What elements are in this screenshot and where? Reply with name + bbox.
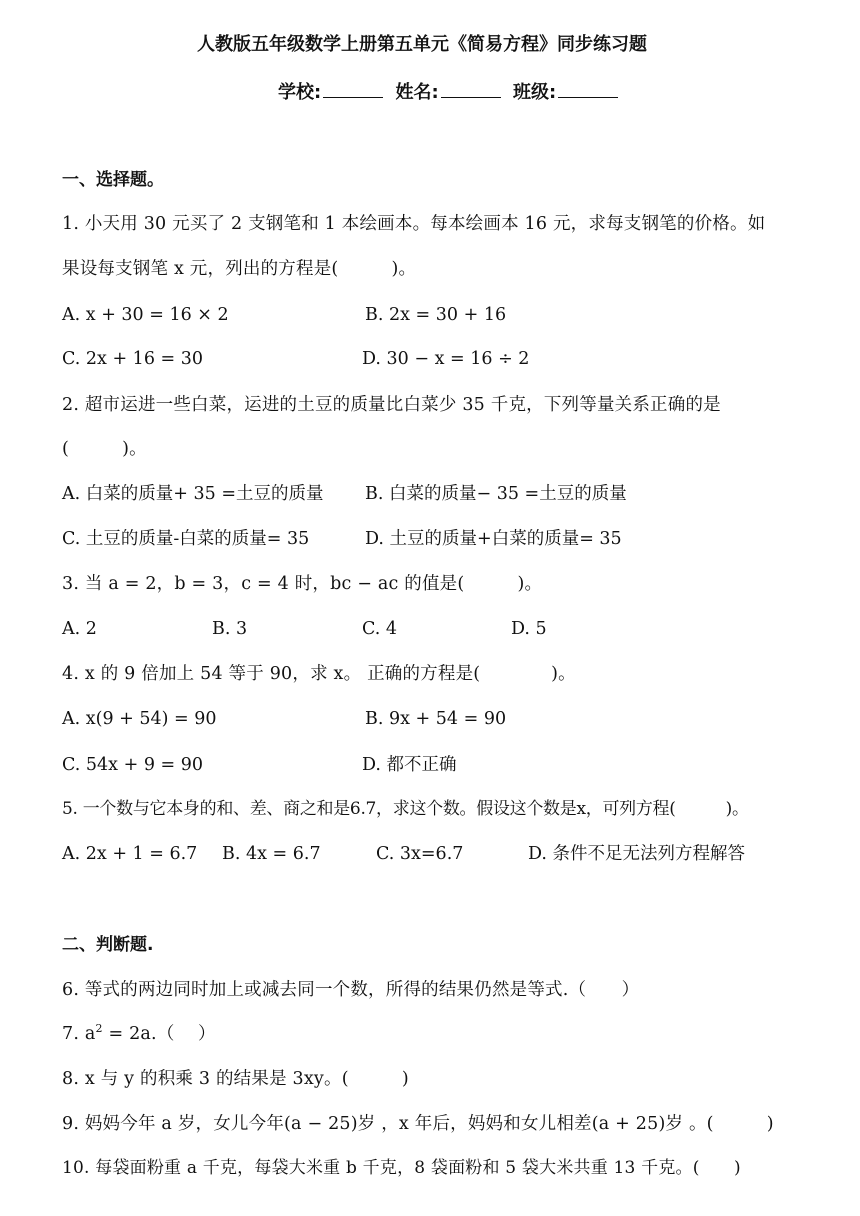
question-3-option-b: B. 3 xyxy=(212,619,248,639)
name-label: 姓名: xyxy=(395,82,439,103)
question-7-post: = 2a.（ ） xyxy=(102,1024,216,1044)
class-label: 班级: xyxy=(512,82,557,103)
section-heading-choice: 一、选择题。 xyxy=(62,170,164,190)
question-2-option-a: A. 白菜的质量+ 35 =土豆的质量 xyxy=(62,484,324,504)
question-5-line-1: 5. 一个数与它本身的和、差、商之和是6.7，求这个数。假设这个数是x，可列方程( )。 xyxy=(62,799,749,819)
question-7-exponent: 2 xyxy=(95,1022,103,1036)
question-1-option-b: B. 2x = 30 + 16 xyxy=(365,305,507,325)
question-2-line-1: 2. 超市运进一些白菜，运进的土豆的质量比白菜少 35 千克，下列等量关系正确的是 xyxy=(62,395,721,415)
question-3-line-1: 3. 当 a = 2，b = 3，c = 4 时，bc − ac 的值是( )。 xyxy=(62,574,543,594)
question-5-option-d: D. 条件不足无法列方程解答 xyxy=(528,844,746,864)
question-2-option-d: D. 土豆的质量+白菜的质量= 35 xyxy=(365,529,622,549)
school-label: 学校: xyxy=(278,82,322,103)
question-3-option-a: A. 2 xyxy=(62,619,97,639)
question-1-option-d: D. 30 − x = 16 ÷ 2 xyxy=(362,349,530,369)
question-2-option-c: C. 土豆的质量-白菜的质量= 35 xyxy=(62,529,310,549)
question-9: 9. 妈妈今年 a 岁，女儿今年(a − 25)岁 ，x 年后，妈妈和女儿相差(a + 25)岁 。( ) xyxy=(62,1114,774,1134)
question-7-pre: 7. a xyxy=(62,1024,96,1044)
question-10: 10. 每袋面粉重 a 千克，每袋大米重 b 千克，8 袋面粉和 5 袋大米共重 13 千克。( ) xyxy=(62,1158,741,1178)
school-blank xyxy=(323,81,383,98)
question-5-option-c: C. 3x=6.7 xyxy=(376,844,464,864)
question-3-option-c: C. 4 xyxy=(362,619,398,639)
question-4-option-b: B. 9x + 54 = 90 xyxy=(365,709,507,729)
question-4-line-1: 4. x 的 9 倍加上 54 等于 90，求 x。 正确的方程是( )。 xyxy=(62,664,576,684)
question-3-option-d: D. 5 xyxy=(511,619,547,639)
name-blank xyxy=(441,81,501,98)
question-4-option-a: A. x(9 + 54) = 90 xyxy=(62,709,217,729)
question-6: 6. 等式的两边同时加上或减去同一个数，所得的结果仍然是等式.（ ） xyxy=(62,980,640,1000)
question-1-option-c: C. 2x + 16 = 30 xyxy=(62,349,204,369)
section-heading-true-false: 二、判断题. xyxy=(62,935,154,955)
question-1-line-2: 果设每支钢笔 x 元，列出的方程是( )。 xyxy=(62,259,417,279)
question-4-option-d: D. 都不正确 xyxy=(362,755,457,775)
page-title: 人教版五年级数学上册第五单元《简易方程》同步练习题 xyxy=(197,34,647,55)
question-1-option-a: A. x + 30 = 16 × 2 xyxy=(62,305,229,325)
question-7 xyxy=(62,1022,216,1044)
class-blank xyxy=(558,81,618,98)
question-5-option-a: A. 2x + 1 = 6.7 xyxy=(62,844,198,864)
question-8: 8. x 与 y 的积乘 3 的结果是 3xy。( ) xyxy=(62,1069,409,1089)
question-2-line-2: ( )。 xyxy=(62,439,147,459)
question-2-option-b: B. 白菜的质量− 35 =土豆的质量 xyxy=(365,484,627,504)
student-info xyxy=(278,81,624,102)
question-1-line-1: 1. 小天用 30 元买了 2 支钢笔和 1 本绘画本。每本绘画本 16 元，求每支钢笔的价格。如 xyxy=(62,214,766,234)
question-4-option-c: C. 54x + 9 = 90 xyxy=(62,755,204,775)
question-5-option-b: B. 4x = 6.7 xyxy=(222,844,321,864)
